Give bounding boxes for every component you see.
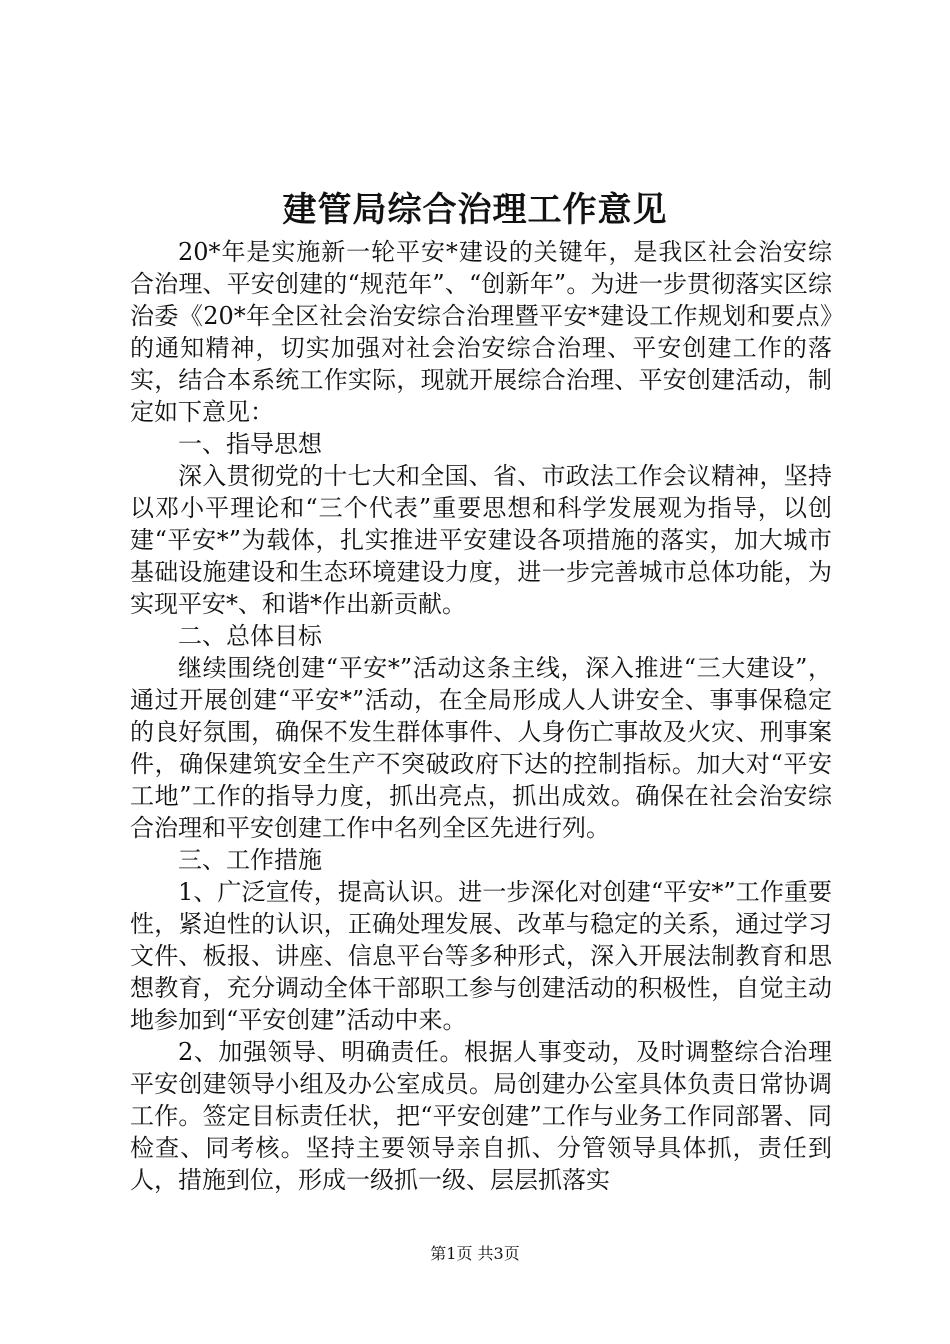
section-heading-guiding-thought: 一、指导思想 (178, 430, 322, 458)
section-heading-work-measures: 三、工作措施 (178, 846, 322, 874)
document-title: 建管局综合治理工作意见 (282, 190, 668, 230)
measure-2-paragraph: 2、加强领导、明确责任。根据人事变动，及时调整综合治理平安创建领导小组及办公室成员。局创建办公室具体负责日常协调工作。签定目标责任状，把“平安创建”工作与业务工作同部署、同检查、同考核。坚持主要领导亲自抓、分管领导具体抓，责任到人，措施到位，形成一级抓一级、层层抓落实 (130, 1038, 832, 1194)
guiding-thought-paragraph: 深入贯彻党的十七大和全国、省、市政法工作会议精神，坚持以邓小平理论和“三个代表”重要思想和科学发展观为指导，以创建“平安*”为载体，扎实推进平安建设各项措施的落实，加大城市基础设施建设和生态环境建设力度，进一步完善城市总体功能，为实现平安*、和谐*作出新贡献。 (130, 462, 832, 618)
section-heading-overall-goal: 二、总体目标 (178, 622, 322, 650)
measure-1-paragraph: 1、广泛宣传，提高认识。进一步深化对创建“平安*”工作重要性，紧迫性的认识，正确处理发展、改革与稳定的关系，通过学习文件、板报、讲座、信息平台等多种形式，深入开展法制教育和思想教育，充分调动全体干部职工参与创建活动的积极性，自觉主动地参加到“平安创建”活动中来。 (130, 878, 832, 1034)
overall-goal-paragraph: 继续围绕创建“平安*”活动这条主线，深入推进“三大建设”，通过开展创建“平安*”活动，在全局形成人人讲安全、事事保稳定的良好氛围，确保不发生群体事件、人身伤亡事故及火灾、刑事案件，确保建筑安全生产不突破政府下达的控制指标。加大对“平安工地”工作的指导力度，抓出亮点，抓出成效。确保在社会治安综合治理和平安创建工作中名列全区先进行列。 (130, 654, 832, 842)
document-body (130, 236, 832, 1196)
intro-paragraph: 20*年是实施新一轮平安*建设的关键年，是我区社会治安综合治理、平安创建的“规范年”、“创新年”。为进一步贯彻落实区综治委《20*年全区社会治安综合治理暨平安*建设工作规划和要点》的通知精神，切实加强对社会治安综合治理、平安创建工作的落实，结合本系统工作实际，现就开展综合治理、平安创建活动，制定如下意见： (130, 238, 832, 426)
page-footer: 第1页 共3页 (430, 1244, 520, 1263)
